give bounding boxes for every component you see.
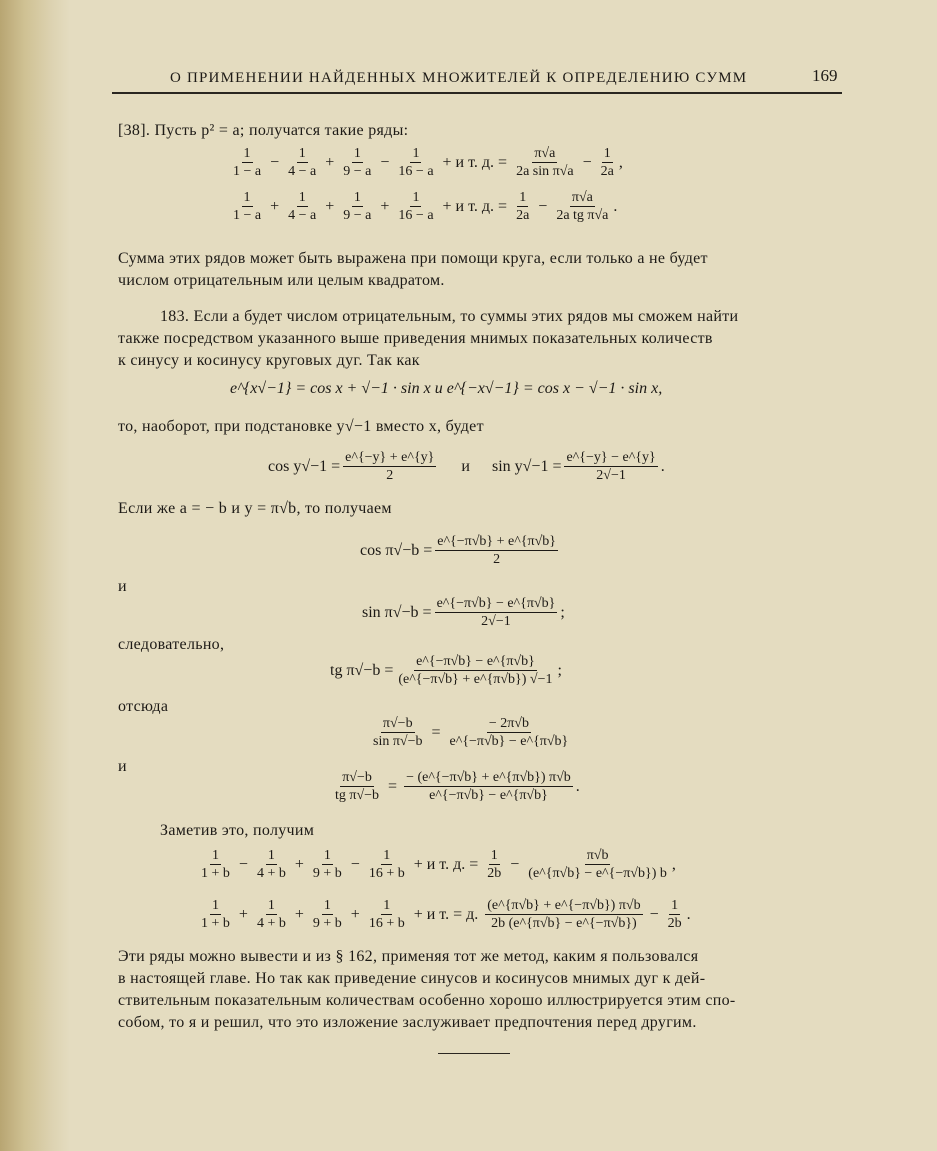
fraction: $\frac{e\^{}\{-\pi√b\} + e\^{}\{\pi√b\}}{2}$ (437, 534, 556, 567)
fraction: $\frac{\pi√-b}{\text{sin π√−b}}$ (373, 716, 423, 749)
ratio-sin-formula: $\frac{\pi√-b}{\text{sin π√−b}}$ = $\frac{- 2\pi√b}{e\^{}\{-\pi√b\} - e\^{}\{\pi√b\}}$ (373, 716, 569, 749)
conjunction: и (118, 758, 127, 775)
fraction: $\frac{\pi√b}{(e\^{}\{\pi√b\} - e\^{}\{-\pi√b\}) b}$ (528, 848, 667, 881)
fraction: $\frac{1}{16 - a}$ (398, 190, 434, 223)
paragraph-line: 183. Если a будет числом отрицательным, то суммы этих рядов мы сможем найти (160, 308, 739, 325)
paragraph-line: следовательно, (118, 636, 225, 653)
fraction: $\frac{1}{4 + b}$ (256, 898, 286, 931)
fraction: 1 1 + b (201, 898, 230, 931)
running-header: О ПРИМЕНЕНИИ НАЙДЕННЫХ МНОЖИТЕЛЕЙ К ОПРЕДЕЛЕНИЮ СУММ (170, 70, 748, 86)
header-rule (112, 92, 842, 94)
cos-sin-formula: cos y√−1 = $\frac{e\^{}\{-y\} + e\^{}\{y\}}{2}$ и sin y√−1 = $\frac{e\^{}\{-y\} - e\^{}\{y\}}{2√-1}$ . (268, 450, 665, 483)
fraction: $\frac{\pi√a}{\text{2a tg π√a}}$ (556, 190, 609, 223)
intro-line: [38]. Пусть p² = a; получатся такие ряды: (118, 122, 409, 139)
fraction: $\frac{1}{4 - a}$ (288, 190, 317, 223)
fraction: $\frac{1}{4 + b}$ (256, 848, 286, 881)
fraction: $\frac{e\^{}\{-y\} - e\^{}\{y\}}{2√-1}$ (566, 450, 656, 483)
fraction: $\frac{e\^{}\{-y\} + e\^{}\{y\}}{2}$ (345, 450, 435, 483)
paragraph-line: Если же a = − b и y = π√b, то получаем (118, 500, 392, 517)
fraction: (e^{π√b} + e^{−π√b}) π√b 2b (e^{π√b} − e^{−π√b}) (487, 898, 641, 931)
paragraph-line: отсюда (118, 698, 169, 715)
paragraph-line: Сумма этих рядов может быть выражена при помощи круга, если только a не будет (118, 250, 708, 267)
paragraph-line: то, наоборот, при подстановке y√−1 вместо x, будет (118, 418, 484, 435)
fraction: $\frac{1}{9 - a}$ (343, 190, 372, 223)
end-rule (438, 1053, 510, 1054)
paragraph-line: также посредством указанного выше приведения мнимых показательных количеств (118, 330, 713, 347)
fraction: $\frac{\pi√a}{\text{2a sin π√a}}$ (516, 146, 574, 179)
fraction: $\frac{1}{2b}$ (487, 848, 502, 881)
fraction: 1 1 − a (233, 146, 262, 179)
fraction: $\frac{e\^{}\{-\pi√b\} - e\^{}\{\pi√b\}}{2√-1}$ (436, 596, 556, 629)
fraction: $\frac{1}{9 + b}$ (312, 898, 342, 931)
cos-b-formula: cos π√−b = $\frac{e\^{}\{-\pi√b\} + e\^{}\{\pi√b\}}{2}$ (360, 534, 556, 567)
paragraph-line: ствительным показательным количествам особенно хорошо иллюстрируется этим спо- (118, 992, 736, 1009)
series-b-1: 1 1 + b − $\frac{1}{4 + b}$ + $\frac{1}{9 + b}$ − $\frac{1}{16 + b}$ + и т. д. = $\frac{1}{2b}$ − $\frac{\pi√b}{(e\^{}\{\pi√b\} - e\^{}\{-\pi√b\}) b}$ , (201, 848, 676, 881)
fraction: 1 1 − a (233, 190, 262, 223)
fraction: $\frac{1}{16 + b}$ (368, 898, 405, 931)
paragraph-line: Заметив это, получим (160, 822, 315, 839)
paragraph-line: к синусу и косинусу круговых дуг. Так как (118, 352, 420, 369)
page-number: 169 (812, 66, 838, 85)
fraction: $\frac{1}{9 + b}$ (312, 848, 342, 881)
fraction: $\frac{1}{4 - a}$ (288, 146, 317, 179)
fraction: 1 1 + b (201, 848, 230, 881)
fraction: $\frac{1}{2a}$ (516, 190, 530, 223)
euler-formula: e^{x√−1} = cos x + √−1 · sin x и e^{−x√−1} = cos x − √−1 · sin x, (230, 380, 663, 397)
fraction: $\frac{- 2\pi√b}{e\^{}\{-\pi√b\} - e\^{}\{\pi√b\}}$ (449, 716, 569, 749)
fraction: $\frac{1}{9 - a}$ (343, 146, 372, 179)
series-a-1: 1 1 − a − $\frac{1}{4 - a}$ + $\frac{1}{9 - a}$ − $\frac{1}{16 - a}$ + и т. д. = $\frac{\pi√a}{\text{2a sin π√a}}$ − $\frac{1}{2a}$ , (233, 146, 623, 179)
conjunction: и (118, 578, 127, 595)
ratio-tg-formula: $\frac{\pi√-b}{\text{tg π√−b}}$ = $\frac{- (e\^{}\{-\pi√b\} + e\^{}\{\pi√b\}) \pi√b}{e\^{}\{-\pi√b\} - e\^{}\{\pi√b\}}$ . (335, 770, 580, 803)
fraction: $\frac{1}{16 - a}$ (398, 146, 434, 179)
series-a-2: 1 1 − a + $\frac{1}{4 - a}$ + $\frac{1}{9 - a}$ + $\frac{1}{16 - a}$ + и т. д. = $\frac{1}{2a}$ − $\frac{\pi√a}{\text{2a tg π√a}}$ . (233, 190, 618, 223)
fraction: $\frac{\pi√-b}{\text{tg π√−b}}$ (335, 770, 380, 803)
fraction: $\frac{1}{16 + b}$ (368, 848, 405, 881)
paragraph-line: собом, то я и решил, что это изложение заслуживает предпочтения перед другим. (118, 1014, 697, 1031)
paragraph-line: в настоящей главе. Но так как приведение синусов и косинусов мнимых дуг к дей- (118, 970, 706, 987)
sin-b-formula: sin π√−b = $\frac{e\^{}\{-\pi√b\} - e\^{}\{\pi√b\}}{2√-1}$ ; (362, 596, 565, 629)
paragraph-line: Эти ряды можно вывести и из § 162, применяя тот же метод, каким я пользовался (118, 948, 699, 965)
fraction: $\frac{e\^{}\{-\pi√b\} - e\^{}\{\pi√b\}}{(e\^{}\{-\pi√b\} + e\^{}\{\pi√b\}) √-1}$ (398, 654, 553, 687)
fraction: $\frac{1}{2a}$ (600, 146, 614, 179)
series-b-2: 1 1 + b + $\frac{1}{4 + b}$ + $\frac{1}{9 + b}$ + $\frac{1}{16 + b}$ + и т. = д. (e^{π√b} + e^{−π√b}) π√b 2b (e^{π√b} − e^{−π√b}) − $\frac{1}{2b}$ . (201, 898, 691, 931)
fraction: $\frac{- (e\^{}\{-\pi√b\} + e\^{}\{\pi√b\}) \pi√b}{e\^{}\{-\pi√b\} - e\^{}\{\pi√b\}}$ (406, 770, 571, 803)
tg-b-formula: tg π√−b = $\frac{e\^{}\{-\pi√b\} - e\^{}\{\pi√b\}}{(e\^{}\{-\pi√b\} + e\^{}\{\pi√b\}) √-1}$ ; (330, 654, 562, 687)
fraction: $\frac{1}{2b}$ (667, 898, 682, 931)
paragraph-line: числом отрицательным или целым квадратом. (118, 272, 445, 289)
